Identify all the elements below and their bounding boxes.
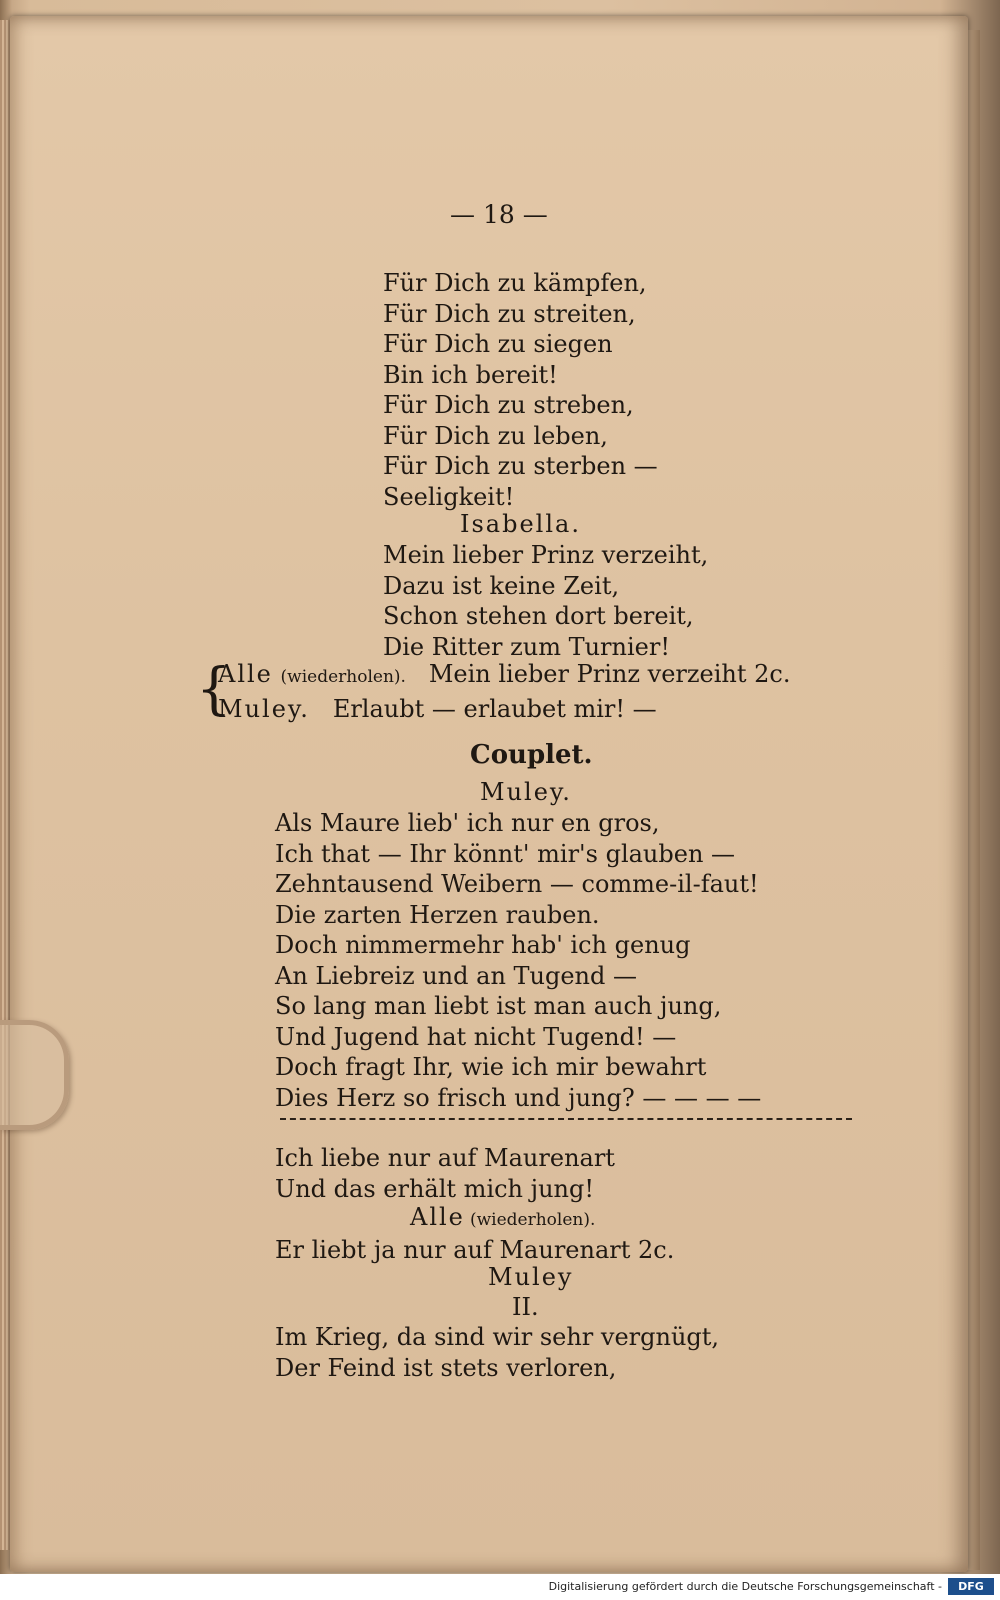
verse-line: Für Dich zu streben, xyxy=(383,391,634,419)
verse-line: Dazu ist keine Zeit, xyxy=(383,571,620,600)
verse-line: Zehntausend Weibern — comme-il-faut! xyxy=(275,870,759,898)
footer-bar xyxy=(0,1574,1000,1600)
verse-line: Bin ich bereit! xyxy=(383,360,558,389)
verse-line: Ich that — Ihr könnt' mir's glauben — xyxy=(275,839,736,868)
verse-line: Seeligkeit! xyxy=(383,482,515,511)
dash-line-divider xyxy=(280,1118,852,1120)
funding-notice: Digitalisierung gefördert durch die Deutsche Forschungsgemeinschaft - xyxy=(548,1580,942,1593)
stage-note: (wiederholen). xyxy=(469,1210,596,1230)
speaker-alle: Alle xyxy=(218,660,273,688)
section-heading: Couplet. xyxy=(470,740,593,770)
muley-text: Erlaubt — erlaubet mir! — xyxy=(332,695,657,723)
verse-line: Als Maure lieb' ich nur en gros, xyxy=(275,809,660,837)
stage-note: (wiederholen). xyxy=(280,667,406,687)
speaker-alle: Alle xyxy=(410,1203,465,1231)
verse-line: Doch nimmermehr hab' ich genug xyxy=(275,931,691,959)
page-clip xyxy=(0,1020,69,1130)
verse-line: Für Dich zu kämpfen, xyxy=(383,269,647,297)
verse-line: Doch fragt Ihr, wie ich mir bewahrt xyxy=(275,1053,707,1081)
dfg-logo: DFG xyxy=(948,1578,994,1595)
verse-block-3 xyxy=(275,808,761,1113)
alle-line xyxy=(218,658,790,693)
speaker-isabella: Isabella. xyxy=(460,510,581,538)
speaker-muley: Muley xyxy=(488,1263,574,1291)
verse-line: Und Jugend hat nicht Tugend! — xyxy=(275,1022,677,1051)
verse-line: An Liebreiz und an Tugend — xyxy=(275,961,638,990)
verse-line: Ich liebe nur auf Maurenart xyxy=(275,1144,615,1172)
verse-line: Im Krieg, da sind wir sehr vergnügt, xyxy=(275,1323,720,1351)
verse-block-6 xyxy=(275,1322,719,1383)
verse-block-1 xyxy=(383,268,658,512)
speaker-muley: Muley. xyxy=(480,778,572,806)
verse-line: Für Dich zu streiten, xyxy=(383,299,636,328)
verse-line: Der Feind ist stets verloren, xyxy=(275,1353,617,1382)
verse-line: Schon stehen dort bereit, xyxy=(383,602,694,630)
alle-text: Mein lieber Prinz verzeiht 2c. xyxy=(428,660,791,688)
verse-block-2 xyxy=(383,540,708,662)
verse-line: Er liebt ja nur auf Maurenart 2c. xyxy=(275,1236,675,1264)
verse-block-5 xyxy=(275,1235,674,1266)
verse-line: Und das erhält mich jung! xyxy=(275,1174,595,1203)
curly-brace: { xyxy=(196,657,232,722)
verse-line: Mein lieber Prinz verzeiht, xyxy=(383,541,709,569)
verse-line: Die Ritter zum Turnier! xyxy=(383,632,670,661)
verse-block-4 xyxy=(275,1143,615,1204)
verse-line: Für Dich zu sterben — xyxy=(383,452,658,480)
verse-line: Die zarten Herzen rauben. xyxy=(275,900,600,929)
verse-line: Für Dich zu siegen xyxy=(383,330,613,358)
muley-line xyxy=(218,693,790,725)
alle-repeat-line xyxy=(410,1203,595,1231)
stanza-number: II. xyxy=(512,1293,539,1321)
verse-line: Für Dich zu leben, xyxy=(383,421,608,450)
verse-line: Dies Herz so frisch und jung? — — — — xyxy=(275,1083,762,1112)
speaker-muley: Muley. xyxy=(218,695,310,723)
page-number: — 18 — xyxy=(450,200,548,229)
dialogue-pair xyxy=(218,658,790,725)
verse-line: So lang man liebt ist man auch jung, xyxy=(275,992,722,1020)
